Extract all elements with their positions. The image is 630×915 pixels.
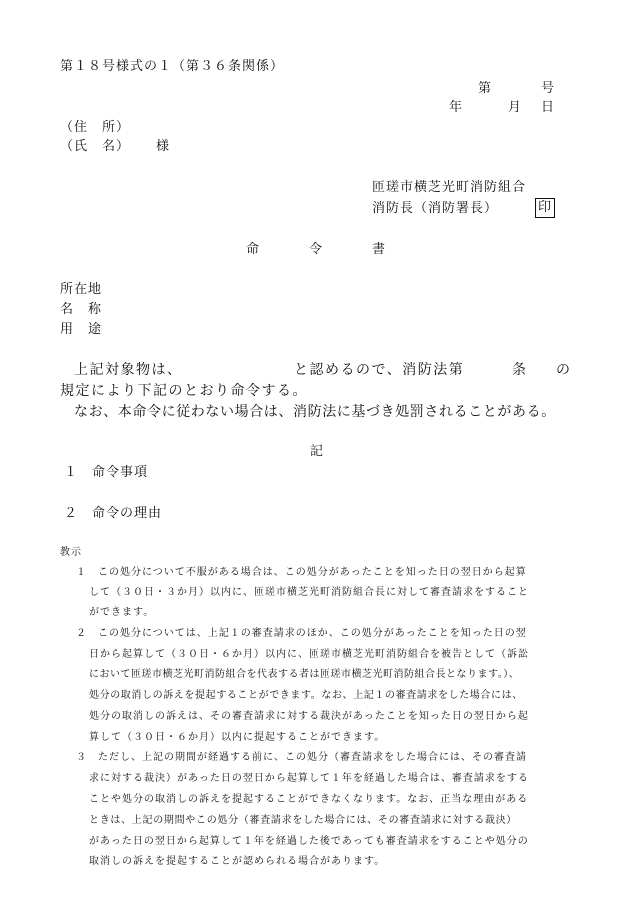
- instructions-heading: 教示: [60, 547, 82, 558]
- document-title-char-1: 命: [246, 242, 261, 257]
- section-1-title: 命令事項: [92, 465, 149, 480]
- instruction-2-line-6: 算して（３０日・６か月）以内に提起することができます。: [89, 732, 386, 743]
- instruction-2-line-5: 処分の取消しの訴えは、その審査請求に対する裁決があったことを知った日の翌日から起: [89, 711, 529, 722]
- instruction-3-line-3: ことや処分の取消しの訴えを提起することができなくなります。なお、正当な理由がある: [89, 794, 529, 805]
- doc-number-prefix: 第: [478, 81, 493, 96]
- instruction-3-number: ３: [76, 752, 87, 763]
- field-use-label: 用 途: [60, 322, 103, 337]
- issuer-title: 消防長（消防署長）: [372, 201, 499, 216]
- instruction-2-number: ２: [76, 628, 87, 639]
- seal-box: 印: [535, 198, 555, 218]
- field-name-label: 名 称: [60, 302, 103, 317]
- instruction-2-line-1: この処分については、上記１の審査請求のほか、この処分があったことを知った日の翌: [98, 628, 527, 639]
- date-day-label: 日: [541, 100, 556, 115]
- body-line1-part3: 条: [512, 362, 528, 378]
- body-line2: 規定により下記のとおり命令する。: [60, 383, 308, 399]
- seal-mark: [535, 198, 555, 218]
- section-2-title: 命令の理由: [92, 506, 163, 521]
- instruction-1-number: １: [76, 567, 87, 578]
- instruction-1-line-1: この処分について不服がある場合は、この処分があったことを知った日の翌日から起算: [98, 567, 527, 578]
- document-title-char-3: 書: [372, 242, 387, 257]
- instruction-3-line-5: があった日の翌日から起算して１年を経過した後であっても審査請求をすることや処分の: [89, 836, 529, 847]
- section-2-number: ２: [64, 506, 79, 521]
- body-line1-part4: の: [556, 362, 572, 378]
- body-line1-part2: と認めるので、消防法第: [294, 362, 465, 378]
- instruction-3-line-4: ときは、上記の期間やこの処分（審査請求をした場合には、その審査請求に対する裁決）: [89, 815, 517, 826]
- instruction-1-line-3: ができます。: [89, 607, 155, 618]
- section-1-number: １: [64, 465, 79, 480]
- instruction-2-line-4: 処分の取消しの訴えを提起することができます。なお、上記１の審査請求をした場合には、: [89, 690, 523, 701]
- note-heading: 記: [310, 444, 325, 459]
- instruction-2-line-2: 日から起算して（３０日・６か月）以内に、匝瑳市横芝光町消防組合を被告として（訴訟: [89, 649, 529, 660]
- instruction-2-line-3: において匝瑳市横芝光町消防組合を代表する者は匝瑳市横芝光町消防組合長となります。）、: [89, 669, 520, 680]
- document-title-char-2: 令: [309, 242, 324, 257]
- doc-number-suffix: 号: [541, 81, 556, 96]
- issuer-organization: 匝瑳市横芝光町消防組合: [372, 180, 527, 195]
- instruction-3-line-1: ただし、上記の期間が経過する前に、この処分（審査請求をした場合には、その審査請: [98, 752, 527, 763]
- instruction-3-line-6: 取消しの訴えを提起することが認められる場合があります。: [89, 856, 386, 867]
- date-year-label: 年: [449, 100, 464, 115]
- recipient-name-label: （氏 名）: [60, 139, 131, 154]
- recipient-address-label: （住 所）: [60, 120, 131, 135]
- recipient-honorific: 様: [156, 139, 171, 154]
- field-location-label: 所在地: [60, 282, 103, 297]
- form-number: 第１８号様式の１（第３６条関係）: [60, 59, 285, 74]
- body-line3: なお、本命令に従わない場合は、消防法に基づき処罰されることがある。: [74, 404, 556, 420]
- instruction-1-line-2: して（３０日・３か月）以内に、匝瑳市横芝光町消防組合長に対して審査請求をすること: [89, 587, 529, 598]
- instruction-3-line-2: 求に対する裁決）があった日の翌日から起算して１年を経過した場合は、審査請求をする: [89, 773, 529, 784]
- date-month-label: 月: [508, 100, 523, 115]
- body-line1-part1: 上記対象物は、: [74, 362, 183, 378]
